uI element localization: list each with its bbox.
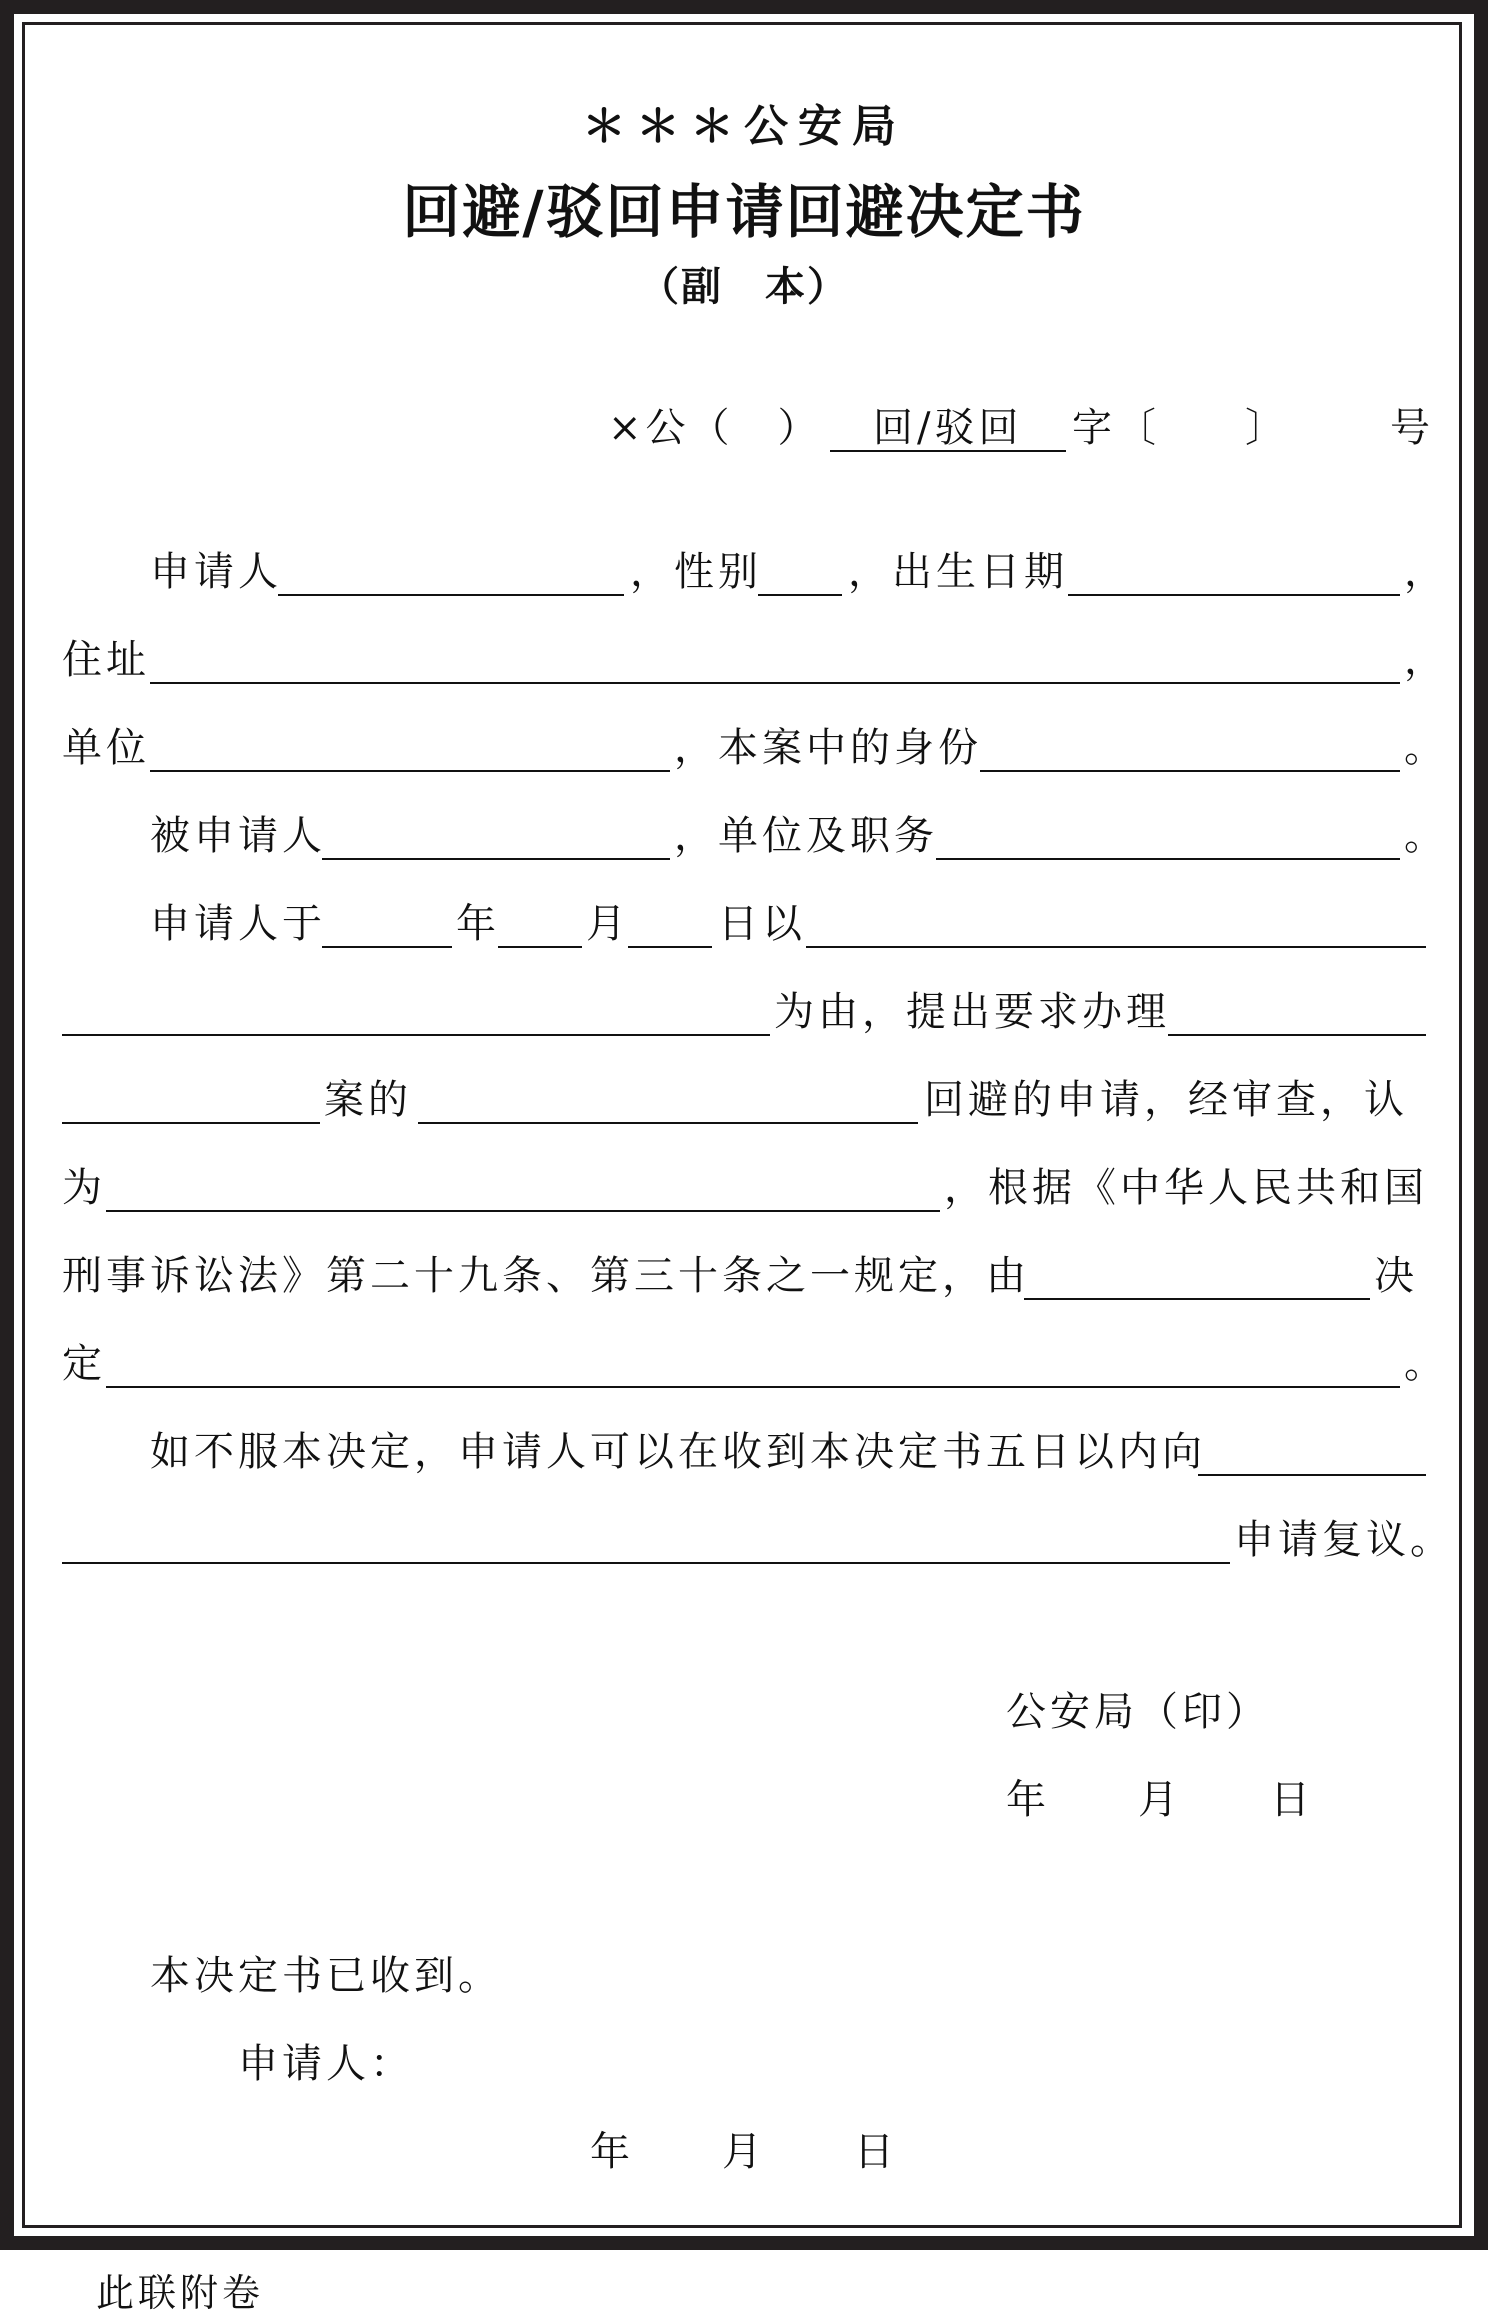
field-case-2[interactable] bbox=[62, 1122, 320, 1124]
field-birth-date[interactable] bbox=[1068, 594, 1400, 596]
label-applicant-on: 申请人于 bbox=[150, 901, 326, 947]
receipt-applicant-sign: 申请人： bbox=[238, 2041, 414, 2087]
label-reconsider: 申请复议。 bbox=[1234, 1517, 1454, 1563]
footnote-archive: 此联附卷 bbox=[96, 2271, 265, 2315]
punct-period-1: 。 bbox=[1404, 725, 1448, 771]
doc-number-type-line bbox=[830, 450, 1066, 452]
field-appeal-to-1[interactable] bbox=[1198, 1474, 1426, 1476]
label-recusal-review: 回避的申请，经审查，认 bbox=[924, 1077, 1408, 1123]
punct-period-3: 。 bbox=[1404, 1341, 1448, 1387]
label-day-by: 日以 bbox=[718, 901, 806, 947]
field-address[interactable] bbox=[150, 682, 1400, 684]
doc-number-type: 回/驳回 bbox=[873, 405, 1023, 451]
field-app-day[interactable] bbox=[628, 946, 712, 948]
field-applicant-name[interactable] bbox=[278, 594, 624, 596]
field-case-1[interactable] bbox=[1168, 1034, 1426, 1036]
field-unit-position[interactable] bbox=[936, 858, 1400, 860]
bureau-seal: 公安局（印） bbox=[1006, 1689, 1270, 1735]
label-birth: ，出生日期 bbox=[848, 549, 1068, 595]
field-opinion[interactable] bbox=[106, 1210, 940, 1212]
label-address: 住址 bbox=[62, 637, 150, 683]
label-jue: 决 bbox=[1374, 1253, 1418, 1299]
doc-number-hao: 号 bbox=[1390, 405, 1434, 451]
label-month: 月 bbox=[586, 901, 630, 947]
label-gender: ，性别 bbox=[630, 549, 762, 595]
label-law: 刑事诉讼法》第二十九条、第三十条之一规定，由 bbox=[62, 1253, 1030, 1299]
doc-number-close: 〕 bbox=[1245, 405, 1289, 451]
label-unit-position: ，单位及职务 bbox=[674, 813, 938, 859]
field-app-month[interactable] bbox=[498, 946, 582, 948]
field-reason-2[interactable] bbox=[62, 1034, 770, 1036]
label-reason: 为由，提出要求办理 bbox=[774, 989, 1170, 1035]
label-appeal: 如不服本决定，申请人可以在收到本决定书五日以内向 bbox=[150, 1429, 1206, 1475]
field-unit[interactable] bbox=[150, 770, 670, 772]
punct-comma-1: ， bbox=[1404, 549, 1448, 595]
field-decision[interactable] bbox=[106, 1386, 1400, 1388]
label-applicant: 申请人 bbox=[150, 549, 282, 595]
field-recusal-target[interactable] bbox=[418, 1122, 918, 1124]
field-role[interactable] bbox=[980, 770, 1400, 772]
label-role: ，本案中的身份 bbox=[674, 725, 982, 771]
label-case-of: 案的 bbox=[324, 1077, 412, 1123]
label-ding: 定 bbox=[62, 1341, 106, 1387]
field-respondent[interactable] bbox=[322, 858, 670, 860]
label-year: 年 bbox=[456, 901, 500, 947]
field-reason-1[interactable] bbox=[806, 946, 1426, 948]
copy-type: （副 本） bbox=[639, 263, 849, 310]
signature-date: 年 月 日 bbox=[1006, 1777, 1314, 1823]
field-decider[interactable] bbox=[1024, 1298, 1370, 1300]
field-appeal-to-2[interactable] bbox=[62, 1562, 1230, 1564]
doc-number-zi: 字〔 bbox=[1072, 405, 1160, 451]
receipt-date: 年 月 日 bbox=[590, 2129, 898, 2175]
doc-number-prefix: ×公（ ） bbox=[608, 405, 822, 451]
label-wei: 为 bbox=[62, 1165, 106, 1211]
punct-period-2: 。 bbox=[1404, 813, 1448, 859]
label-unit: 单位 bbox=[62, 725, 150, 771]
receipt-received: 本决定书已收到。 bbox=[150, 1953, 502, 1999]
field-app-year[interactable] bbox=[322, 946, 452, 948]
punct-comma-2: ， bbox=[1404, 637, 1448, 683]
label-respondent: 被申请人 bbox=[150, 813, 326, 859]
document-title: 回避/驳回申请回避决定书 bbox=[402, 178, 1086, 246]
agency-name: ＊＊＊公安局 bbox=[582, 101, 906, 152]
label-according: ，根据《中华人民共和国 bbox=[944, 1165, 1428, 1211]
field-gender[interactable] bbox=[758, 594, 842, 596]
document-border bbox=[22, 22, 1462, 2228]
